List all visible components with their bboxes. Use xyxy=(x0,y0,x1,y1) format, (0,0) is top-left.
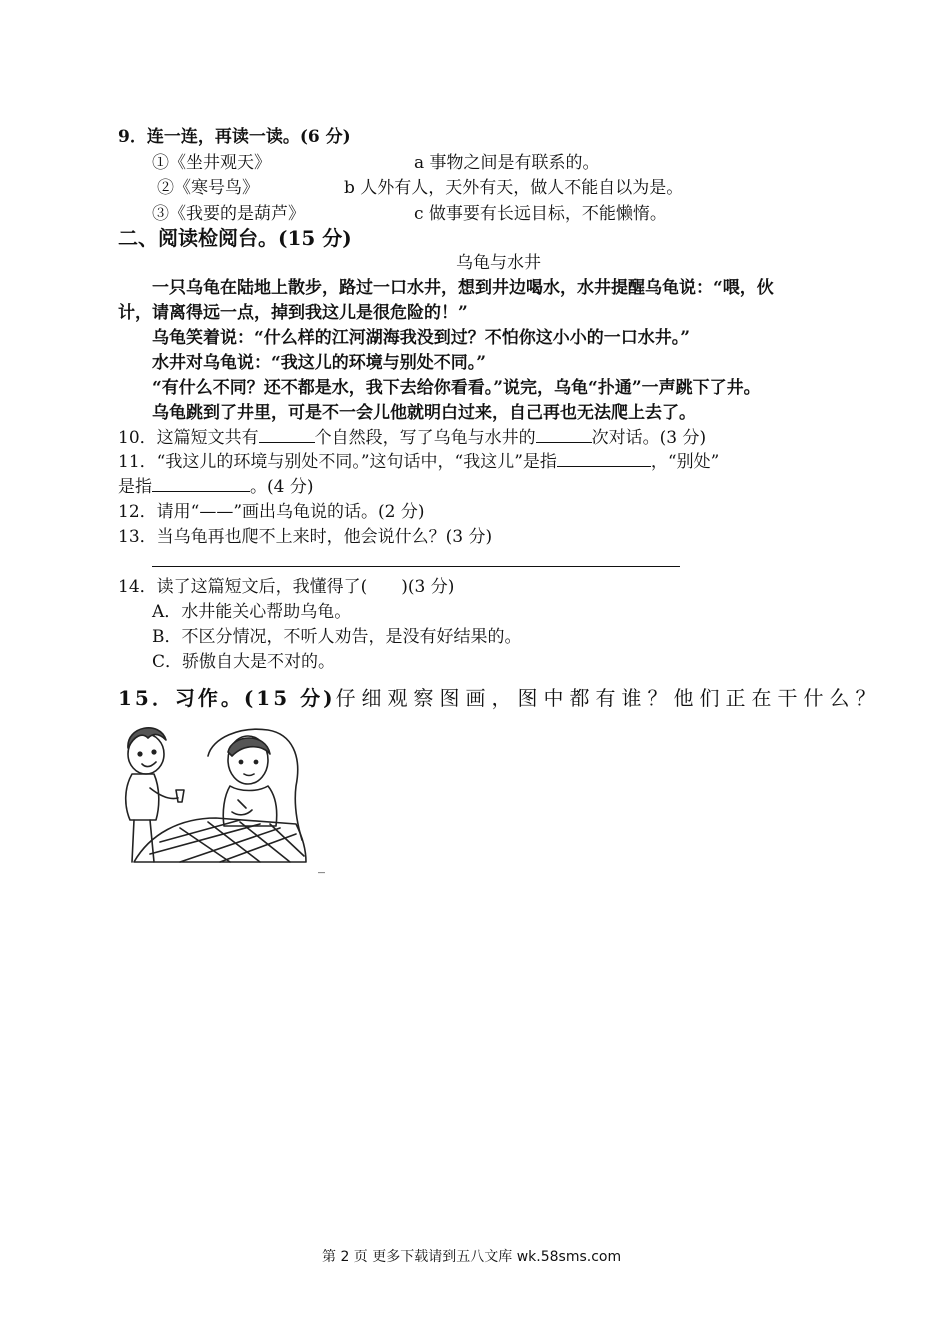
visit-illustration xyxy=(120,716,310,870)
q13-answer-line[interactable] xyxy=(152,566,680,567)
q11-blank-elsewhere[interactable] xyxy=(152,475,250,492)
q15 xyxy=(118,682,882,711)
q14-option-c: C．骄傲自大是不对的。 xyxy=(152,652,336,672)
q15-label: 15．习作。(15 分) xyxy=(118,686,336,710)
q13: 13．当乌龟再也爬不上来时，他会说什么？(3 分) xyxy=(118,527,493,547)
q10 xyxy=(118,423,706,448)
underscore-mark: _ xyxy=(318,858,325,874)
q10-text-c: 次对话。(3 分) xyxy=(591,428,707,448)
q11-text-d: 。(4 分) xyxy=(250,477,314,497)
sick-boy-hair xyxy=(228,738,270,756)
story-paragraph: “有什么不同？还不都是水，我下去给你看看。”说完，乌龟“扑通”一声跳下了井。 xyxy=(152,378,761,398)
story-paragraph: 计，请离得远一点，掉到我这儿是很危险的！” xyxy=(118,303,468,323)
q10-blank-paragraphs[interactable] xyxy=(259,426,315,443)
q9-right-b: b 人外有人，天外有天，做人不能自以为是。 xyxy=(344,178,684,198)
q11-text-a: 11．“我这儿的环境与别处不同。”这句话中，“我这儿”是指 xyxy=(118,452,557,472)
story-paragraph: 乌龟跳到了井里，可是不一会儿他就明白过来，自己再也无法爬上去了。 xyxy=(152,403,696,423)
q14-option-b: B．不区分情况，不听人劝告，是没有好结果的。 xyxy=(152,627,522,647)
q11-line2 xyxy=(118,472,313,497)
section-heading: 二、阅读检阅台。(15 分) xyxy=(118,226,352,250)
q14-option-a: A．水井能关心帮助乌龟。 xyxy=(152,602,352,622)
cup xyxy=(176,790,184,802)
page-footer: 第 2 页 更多下载请到五八文库 wk.58sms.com xyxy=(322,1249,622,1265)
visitor-body xyxy=(126,774,159,820)
q9-left-3: ③《我要的是葫芦》 xyxy=(152,204,305,224)
q10-blank-dialogues[interactable] xyxy=(536,426,592,443)
q14-stem: 14．读了这篇短文后，我懂得了( )(3 分) xyxy=(118,577,455,597)
q15-prompt: 仔细观察图画，图中都有谁？他们正在干什么？ xyxy=(335,686,882,710)
q9-left-1: ①《坐井观天》 xyxy=(152,153,271,173)
q11-text-c: 是指 xyxy=(118,477,152,497)
q9-right-c: c 做事要有长远目标，不能懒惰。 xyxy=(414,204,667,224)
story-paragraph: 水井对乌龟说：“我这儿的环境与别处不同。” xyxy=(152,353,487,373)
story-paragraph: 一只乌龟在陆地上散步，路过一口水井，想到井边喝水，水井提醒乌龟说：“喂，伙 xyxy=(152,278,774,298)
story-paragraph: 乌龟笑着说：“什么样的江河湖海我没到过？不怕你这小小的一口水井。” xyxy=(152,328,691,348)
q10-text-a: 10．这篇短文共有 xyxy=(118,428,259,448)
q10-text-b: 个自然段，写了乌龟与水井的 xyxy=(314,428,536,448)
q11-text-b: ，“别处” xyxy=(650,452,720,472)
q9-right-a: a 事物之间是有联系的。 xyxy=(414,153,600,173)
q12: 12．请用“——”画出乌龟说的话。(2 分) xyxy=(118,502,425,522)
story-title: 乌龟与水井 xyxy=(456,253,541,273)
q11-blank-here[interactable] xyxy=(557,450,651,467)
visitor-hair xyxy=(128,728,166,748)
q9-title: 9．连一连，再读一读。(6 分) xyxy=(118,127,351,147)
q11-line1 xyxy=(118,447,719,472)
q9-left-2: ②《寒号鸟》 xyxy=(157,178,259,198)
